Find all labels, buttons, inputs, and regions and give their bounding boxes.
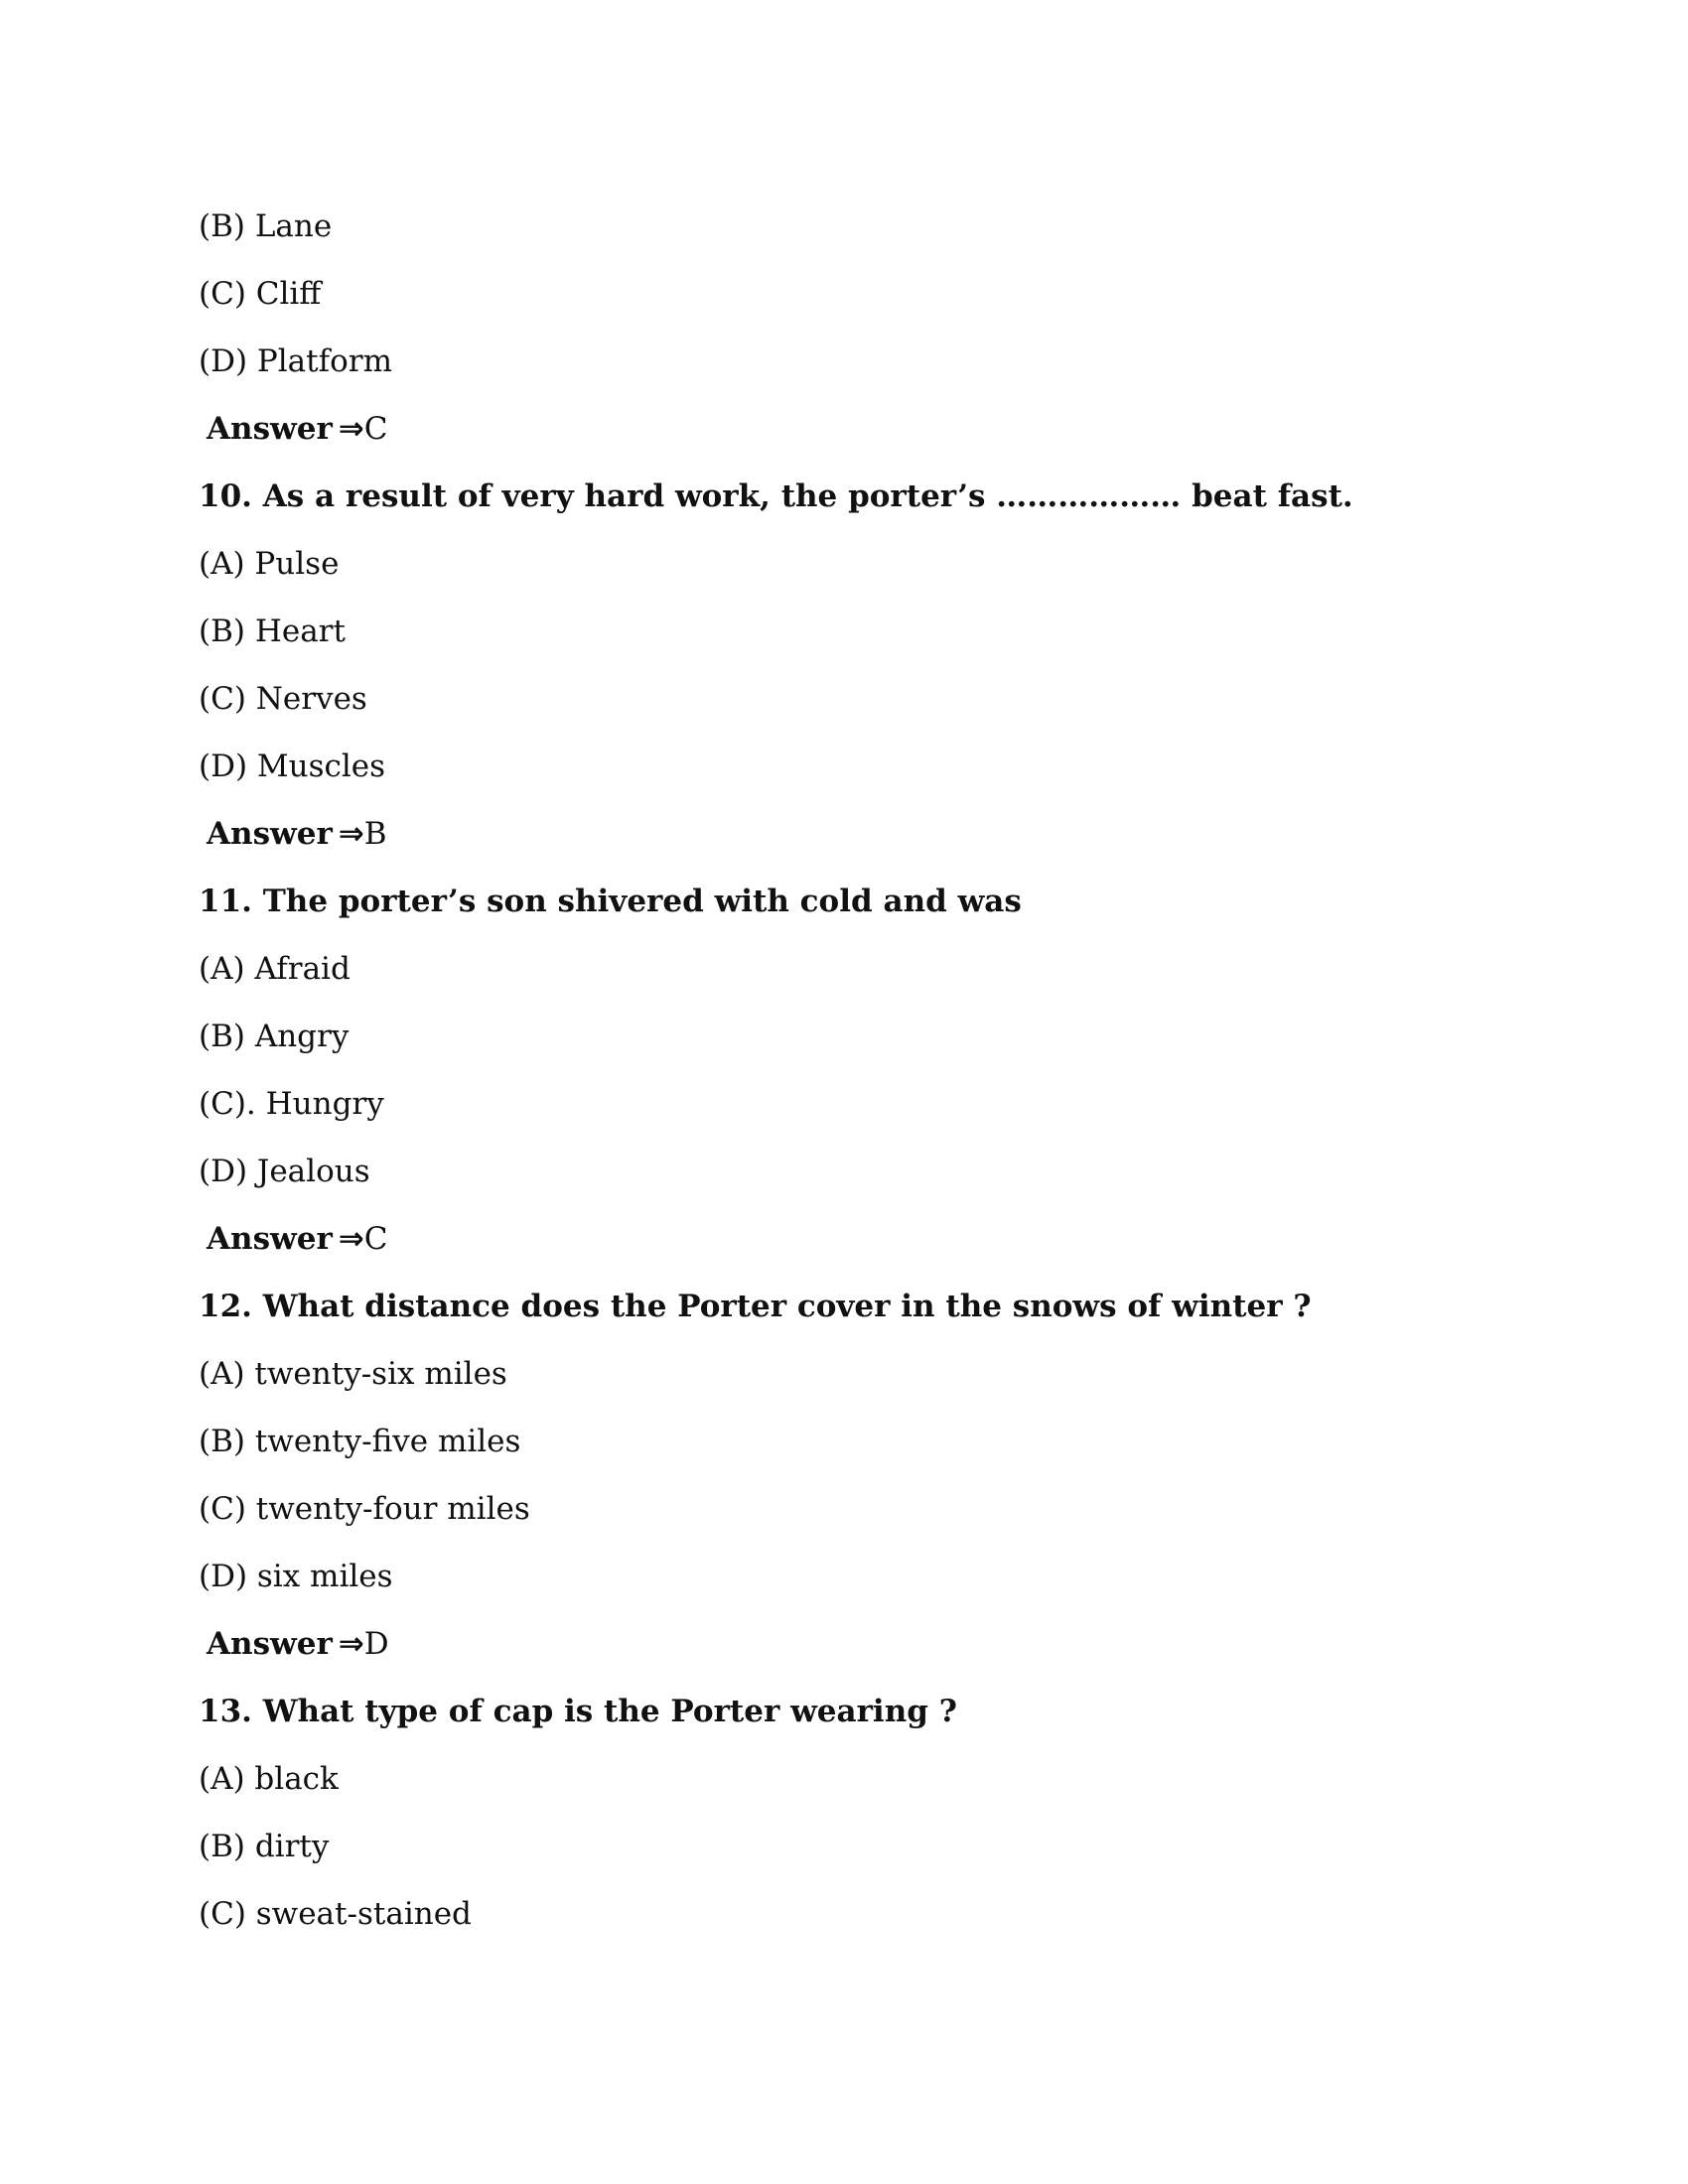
answer-value: B: [363, 816, 387, 852]
option-c: (C) twenty-four miles: [199, 1491, 530, 1527]
answer-line: [199, 1610, 1509, 1678]
question-text: 13. What type of cap is the Porter wearing ?: [199, 1694, 957, 1729]
option-c: (C). Hungry: [199, 1086, 384, 1122]
question-text: 11. The porter’s son shivered with cold and was: [199, 884, 1022, 919]
answer-value: C: [363, 411, 388, 447]
question-13: [199, 1678, 1509, 1948]
option-d: (D) six miles: [199, 1559, 393, 1594]
option-c: (C) Cliff: [199, 276, 322, 312]
option-d: (D) Platform: [199, 343, 392, 379]
option-b: (B) Lane: [199, 208, 333, 244]
question-text: 12. What distance does the Porter cover in the snows of winter ?: [199, 1289, 1312, 1324]
option-b: (B) twenty-five miles: [199, 1424, 521, 1459]
answer-value: D: [363, 1626, 389, 1662]
option-b: (B) Angry: [199, 1019, 350, 1054]
answer-label: Answer: [207, 816, 333, 852]
answer-line: [199, 800, 1509, 868]
option-b: (B) dirty: [199, 1829, 330, 1864]
question-11: [199, 868, 1509, 1273]
answer-label: Answer: [207, 411, 333, 447]
option-a: (A) Pulse: [199, 546, 340, 582]
option-a: (A) Afraid: [199, 951, 351, 987]
answer-arrow-icon: ⇒: [338, 816, 364, 852]
answer-label: Answer: [207, 1221, 333, 1257]
answer-line: [199, 395, 1509, 463]
question-12: [199, 1273, 1509, 1678]
question-text: 10. As a result of very hard work, the porter’s ……………… beat fast.: [199, 478, 1353, 514]
answer-arrow-icon: ⇒: [338, 1626, 364, 1662]
answer-value: C: [363, 1221, 388, 1257]
document-page: [199, 193, 1509, 1948]
answer-arrow-icon: ⇒: [338, 411, 364, 447]
question-9-continued: [199, 193, 1509, 463]
answer-label: Answer: [207, 1626, 333, 1662]
option-d: (D) Muscles: [199, 749, 386, 784]
option-c: (C) Nerves: [199, 681, 367, 717]
option-a: (A) black: [199, 1761, 339, 1797]
option-b: (B) Heart: [199, 614, 346, 649]
answer-line: [199, 1205, 1509, 1273]
option-a: (A) twenty-six miles: [199, 1356, 507, 1392]
answer-arrow-icon: ⇒: [338, 1221, 364, 1257]
option-d: (D) Jealous: [199, 1154, 370, 1189]
option-c: (C) sweat-stained: [199, 1896, 472, 1932]
question-10: [199, 463, 1509, 868]
